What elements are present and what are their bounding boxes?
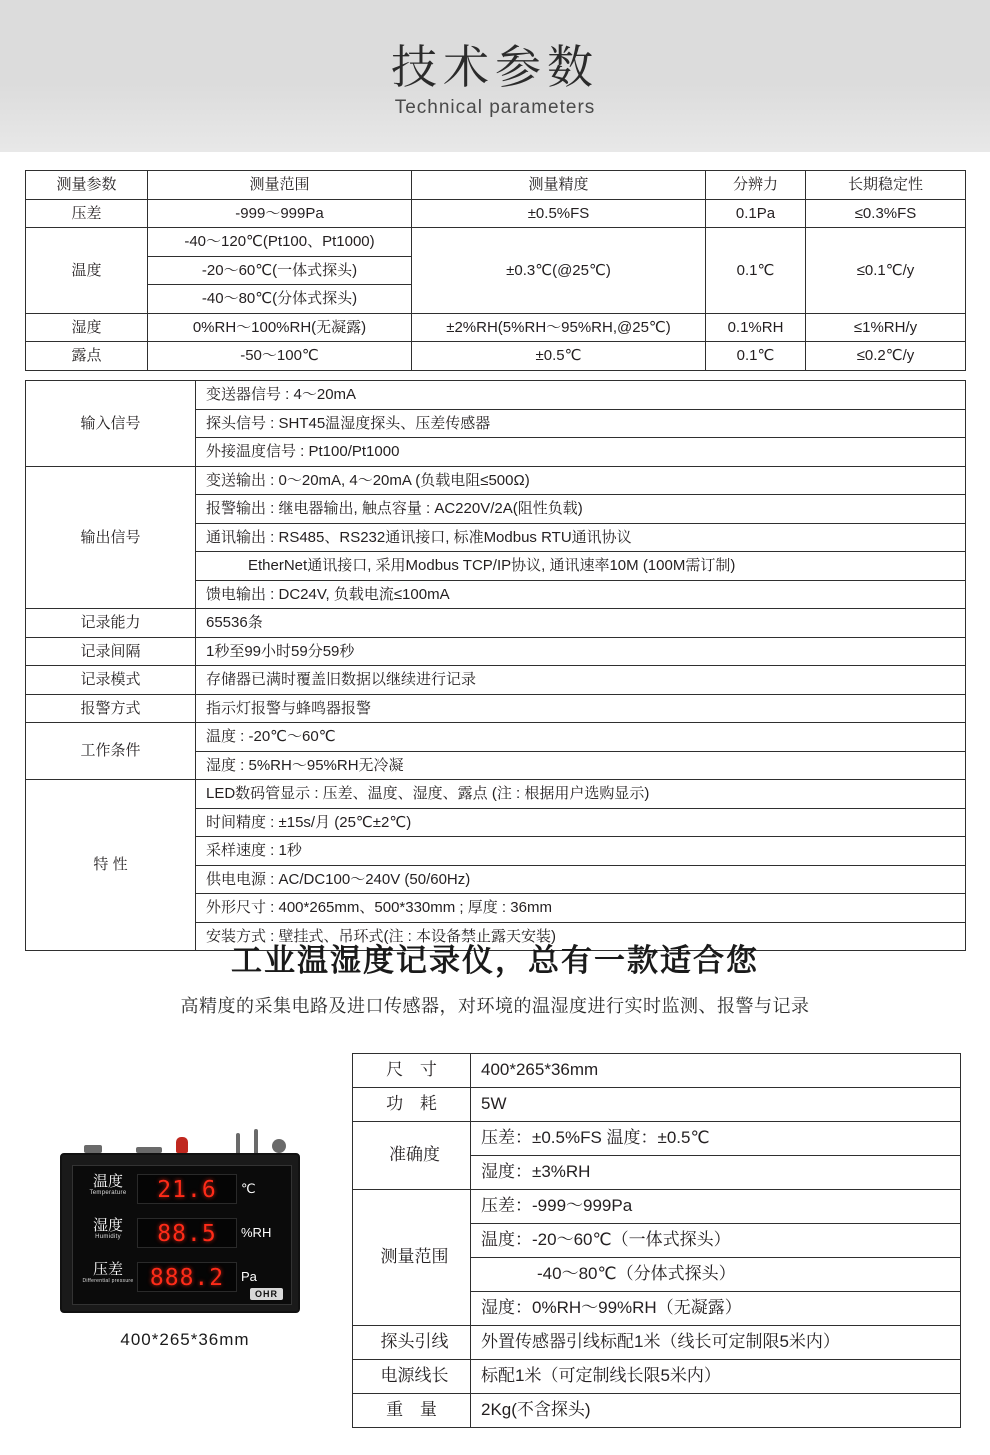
range-dewpoint: -50～100℃ xyxy=(148,342,412,371)
device-caption: 400*265*36mm xyxy=(120,1330,250,1349)
table-row xyxy=(26,609,966,638)
table-row xyxy=(353,1122,961,1156)
param-humidity: 湿度 xyxy=(26,313,148,342)
table-row xyxy=(26,171,966,200)
table-row xyxy=(353,1054,961,1088)
value-power-cable: 标配1米（可定制线长限5米内） xyxy=(471,1360,961,1394)
label-features: 特 性 xyxy=(26,780,196,951)
device-photo xyxy=(40,1125,330,1375)
value-output-signal-3: 通讯输出 : RS485、RS232通讯接口, 标准Modbus RTU通讯协议 xyxy=(196,523,966,552)
table-row xyxy=(353,1360,961,1394)
screen-digits-temperature: 21.6 xyxy=(137,1174,237,1204)
col-header-param: 测量参数 xyxy=(26,171,148,200)
product-spec-table xyxy=(352,1053,961,1428)
value-measure-range-2: 温度：-20～60℃（一体式探头） xyxy=(471,1224,961,1258)
accuracy-pressure: ±0.5%FS xyxy=(412,199,706,228)
screen-unit-temperature: ℃ xyxy=(241,1181,256,1196)
screen-unit-humidity: %RH xyxy=(241,1225,272,1240)
resolution-temperature: 0.1℃ xyxy=(706,228,806,314)
value-working-condition-2: 湿度 : 5%RH～95%RH无冷凝 xyxy=(196,751,966,780)
alarm-lamp-icon xyxy=(176,1137,188,1153)
table-row xyxy=(26,723,966,752)
value-input-signal-1: 变送器信号 : 4～20mA xyxy=(196,381,966,410)
value-measure-range-4: 湿度：0%RH～99%RH（无凝露） xyxy=(471,1292,961,1326)
label-input-signal: 输入信号 xyxy=(26,381,196,467)
value-accuracy-1: 压差：±0.5%FS 温度：±0.5℃ xyxy=(471,1122,961,1156)
screen-label-cn-humidity: 湿度 xyxy=(92,1217,123,1234)
label-output-signal: 输出信号 xyxy=(26,466,196,609)
stability-temperature: ≤0.1℃/y xyxy=(806,228,966,314)
label-probe-cable: 探头引线 xyxy=(353,1326,471,1360)
value-output-signal-1: 变送输出 : 0～20mA, 4～20mA (负载电阻≤500Ω) xyxy=(196,466,966,495)
range-temperature-3: -40～80℃(分体式探头) xyxy=(148,285,412,314)
value-feature-4: 供电电源 : AC/DC100～240V (50/60Hz) xyxy=(196,865,966,894)
value-output-signal-2: 报警输出 : 继电器输出, 触点容量 : AC220V/2A(阻性负载) xyxy=(196,495,966,524)
value-input-signal-3: 外接温度信号 : Pt100/Pt1000 xyxy=(196,438,966,467)
label-record-capacity: 记录能力 xyxy=(26,609,196,638)
label-dimension: 尺 寸 xyxy=(353,1054,471,1088)
measurement-spec-table xyxy=(25,170,966,371)
screen-row-label-humidity xyxy=(79,1218,137,1240)
table-row xyxy=(26,381,966,410)
accuracy-temperature: ±0.3℃(@25℃) xyxy=(412,228,706,314)
param-temperature: 温度 xyxy=(26,228,148,314)
product-spec-table-wrapper xyxy=(352,1053,961,1428)
function-spec-table xyxy=(25,380,966,951)
value-feature-6: 安装方式 : 壁挂式、吊环式(注 : 本设备禁止露天安装) xyxy=(196,922,966,951)
device-probe-right xyxy=(254,1129,258,1155)
table-row xyxy=(353,1088,961,1122)
resolution-humidity: 0.1%RH xyxy=(706,313,806,342)
table-row xyxy=(26,694,966,723)
value-alarm-mode: 指示灯报警与蜂鸣器报警 xyxy=(196,694,966,723)
value-power-consumption: 5W xyxy=(471,1088,961,1122)
value-weight: 2Kg(不含探头) xyxy=(471,1394,961,1428)
stability-dewpoint: ≤0.2℃/y xyxy=(806,342,966,371)
label-alarm-mode: 报警方式 xyxy=(26,694,196,723)
table-row xyxy=(353,1190,961,1224)
label-accuracy: 准确度 xyxy=(353,1122,471,1190)
label-working-condition: 工作条件 xyxy=(26,723,196,780)
value-measure-range-3: -40～80℃（分体式探头） xyxy=(471,1258,961,1292)
col-header-stability: 长期稳定性 xyxy=(806,171,966,200)
table-row xyxy=(26,199,966,228)
label-power-cable: 电源线长 xyxy=(353,1360,471,1394)
table-row xyxy=(353,1394,961,1428)
screen-row-label-pressure xyxy=(79,1262,137,1284)
page-title: 技术参数 xyxy=(391,40,599,93)
table-row xyxy=(26,466,966,495)
device-screen xyxy=(72,1165,292,1305)
value-measure-range-1: 压差：-999～999Pa xyxy=(471,1190,961,1224)
table-row xyxy=(353,1326,961,1360)
table-row xyxy=(26,666,966,695)
table-row xyxy=(26,637,966,666)
device-body xyxy=(60,1153,300,1313)
col-header-range: 测量范围 xyxy=(148,171,412,200)
value-feature-5: 外形尺寸 : 400*265mm、500*330mm ; 厚度 : 36mm xyxy=(196,894,966,923)
screen-digits-humidity: 88.5 xyxy=(137,1218,237,1248)
value-output-signal-5: 馈电输出 : DC24V, 负载电流≤100mA xyxy=(196,580,966,609)
value-feature-3: 采样速度 : 1秒 xyxy=(196,837,966,866)
label-record-interval: 记录间隔 xyxy=(26,637,196,666)
stability-humidity: ≤1%RH/y xyxy=(806,313,966,342)
param-pressure: 压差 xyxy=(26,199,148,228)
range-temperature-2: -20～60℃(一体式探头) xyxy=(148,256,412,285)
value-record-interval: 1秒至99小时59分59秒 xyxy=(196,637,966,666)
resolution-dewpoint: 0.1℃ xyxy=(706,342,806,371)
value-feature-1: LED数码管显示 : 压差、温度、湿度、露点 (注 : 根据用户选购显示) xyxy=(196,780,966,809)
value-output-signal-4: EtherNet通讯接口, 采用Modbus TCP/IP协议, 通讯速率10M (100M需订制) xyxy=(196,552,966,581)
param-dewpoint: 露点 xyxy=(26,342,148,371)
table-row xyxy=(26,342,966,371)
page-subtitle: Technical parameters xyxy=(394,97,596,119)
screen-label-cn-pressure: 压差 xyxy=(92,1261,123,1278)
screen-label-cn-temperature: 温度 xyxy=(92,1173,123,1190)
label-measure-range: 测量范围 xyxy=(353,1190,471,1326)
value-record-capacity: 65536条 xyxy=(196,609,966,638)
value-accuracy-2: 湿度：±3%RH xyxy=(471,1156,961,1190)
resolution-pressure: 0.1Pa xyxy=(706,199,806,228)
range-pressure: -999～999Pa xyxy=(148,199,412,228)
measurement-spec-table-wrapper xyxy=(25,170,966,371)
accuracy-dewpoint: ±0.5℃ xyxy=(412,342,706,371)
stability-pressure: ≤0.3%FS xyxy=(806,199,966,228)
value-probe-cable: 外置传感器引线标配1米（线长可定制限5米内） xyxy=(471,1326,961,1360)
value-working-condition-1: 温度 : -20℃～60℃ xyxy=(196,723,966,752)
promo-subtitle: 高精度的采集电路及进口传感器，对环境的温湿度进行实时监测、报警与记录 xyxy=(180,996,810,1016)
value-record-mode: 存储器已满时覆盖旧数据以继续进行记录 xyxy=(196,666,966,695)
label-record-mode: 记录模式 xyxy=(26,666,196,695)
table-row xyxy=(26,228,966,257)
value-dimension: 400*265*36mm xyxy=(471,1054,961,1088)
device-probe-left xyxy=(236,1133,240,1155)
device-connector xyxy=(272,1139,286,1153)
label-power-consumption: 功 耗 xyxy=(353,1088,471,1122)
screen-row-label-temperature xyxy=(79,1174,137,1196)
promo-title: 工业温湿度记录仪，总有一款适合您 xyxy=(231,943,759,978)
col-header-accuracy: 测量精度 xyxy=(412,171,706,200)
range-humidity: 0%RH～100%RH(无凝露) xyxy=(148,313,412,342)
page-header xyxy=(0,0,990,152)
value-feature-2: 时间精度 : ±15s/月 (25℃±2℃) xyxy=(196,808,966,837)
screen-label-en-humidity: Humidity xyxy=(95,1233,121,1240)
range-temperature-1: -40～120℃(Pt100、Pt1000) xyxy=(148,228,412,257)
device-top-fitting-left xyxy=(84,1145,102,1153)
accuracy-humidity: ±2%RH(5%RH～95%RH,@25℃) xyxy=(412,313,706,342)
screen-label-en-temperature: Temperature xyxy=(89,1189,127,1196)
screen-unit-pressure: Pa xyxy=(241,1269,257,1284)
table-row xyxy=(26,313,966,342)
label-weight: 重 量 xyxy=(353,1394,471,1428)
function-spec-table-wrapper xyxy=(25,380,966,951)
value-input-signal-2: 探头信号 : SHT45温湿度探头、压差传感器 xyxy=(196,409,966,438)
col-header-resolution: 分辨力 xyxy=(706,171,806,200)
screen-digits-pressure: 888.2 xyxy=(137,1262,237,1292)
table-row xyxy=(26,780,966,809)
brand-logo: OHR xyxy=(250,1288,283,1300)
screen-label-en-pressure: Differential pressure xyxy=(82,1277,134,1284)
